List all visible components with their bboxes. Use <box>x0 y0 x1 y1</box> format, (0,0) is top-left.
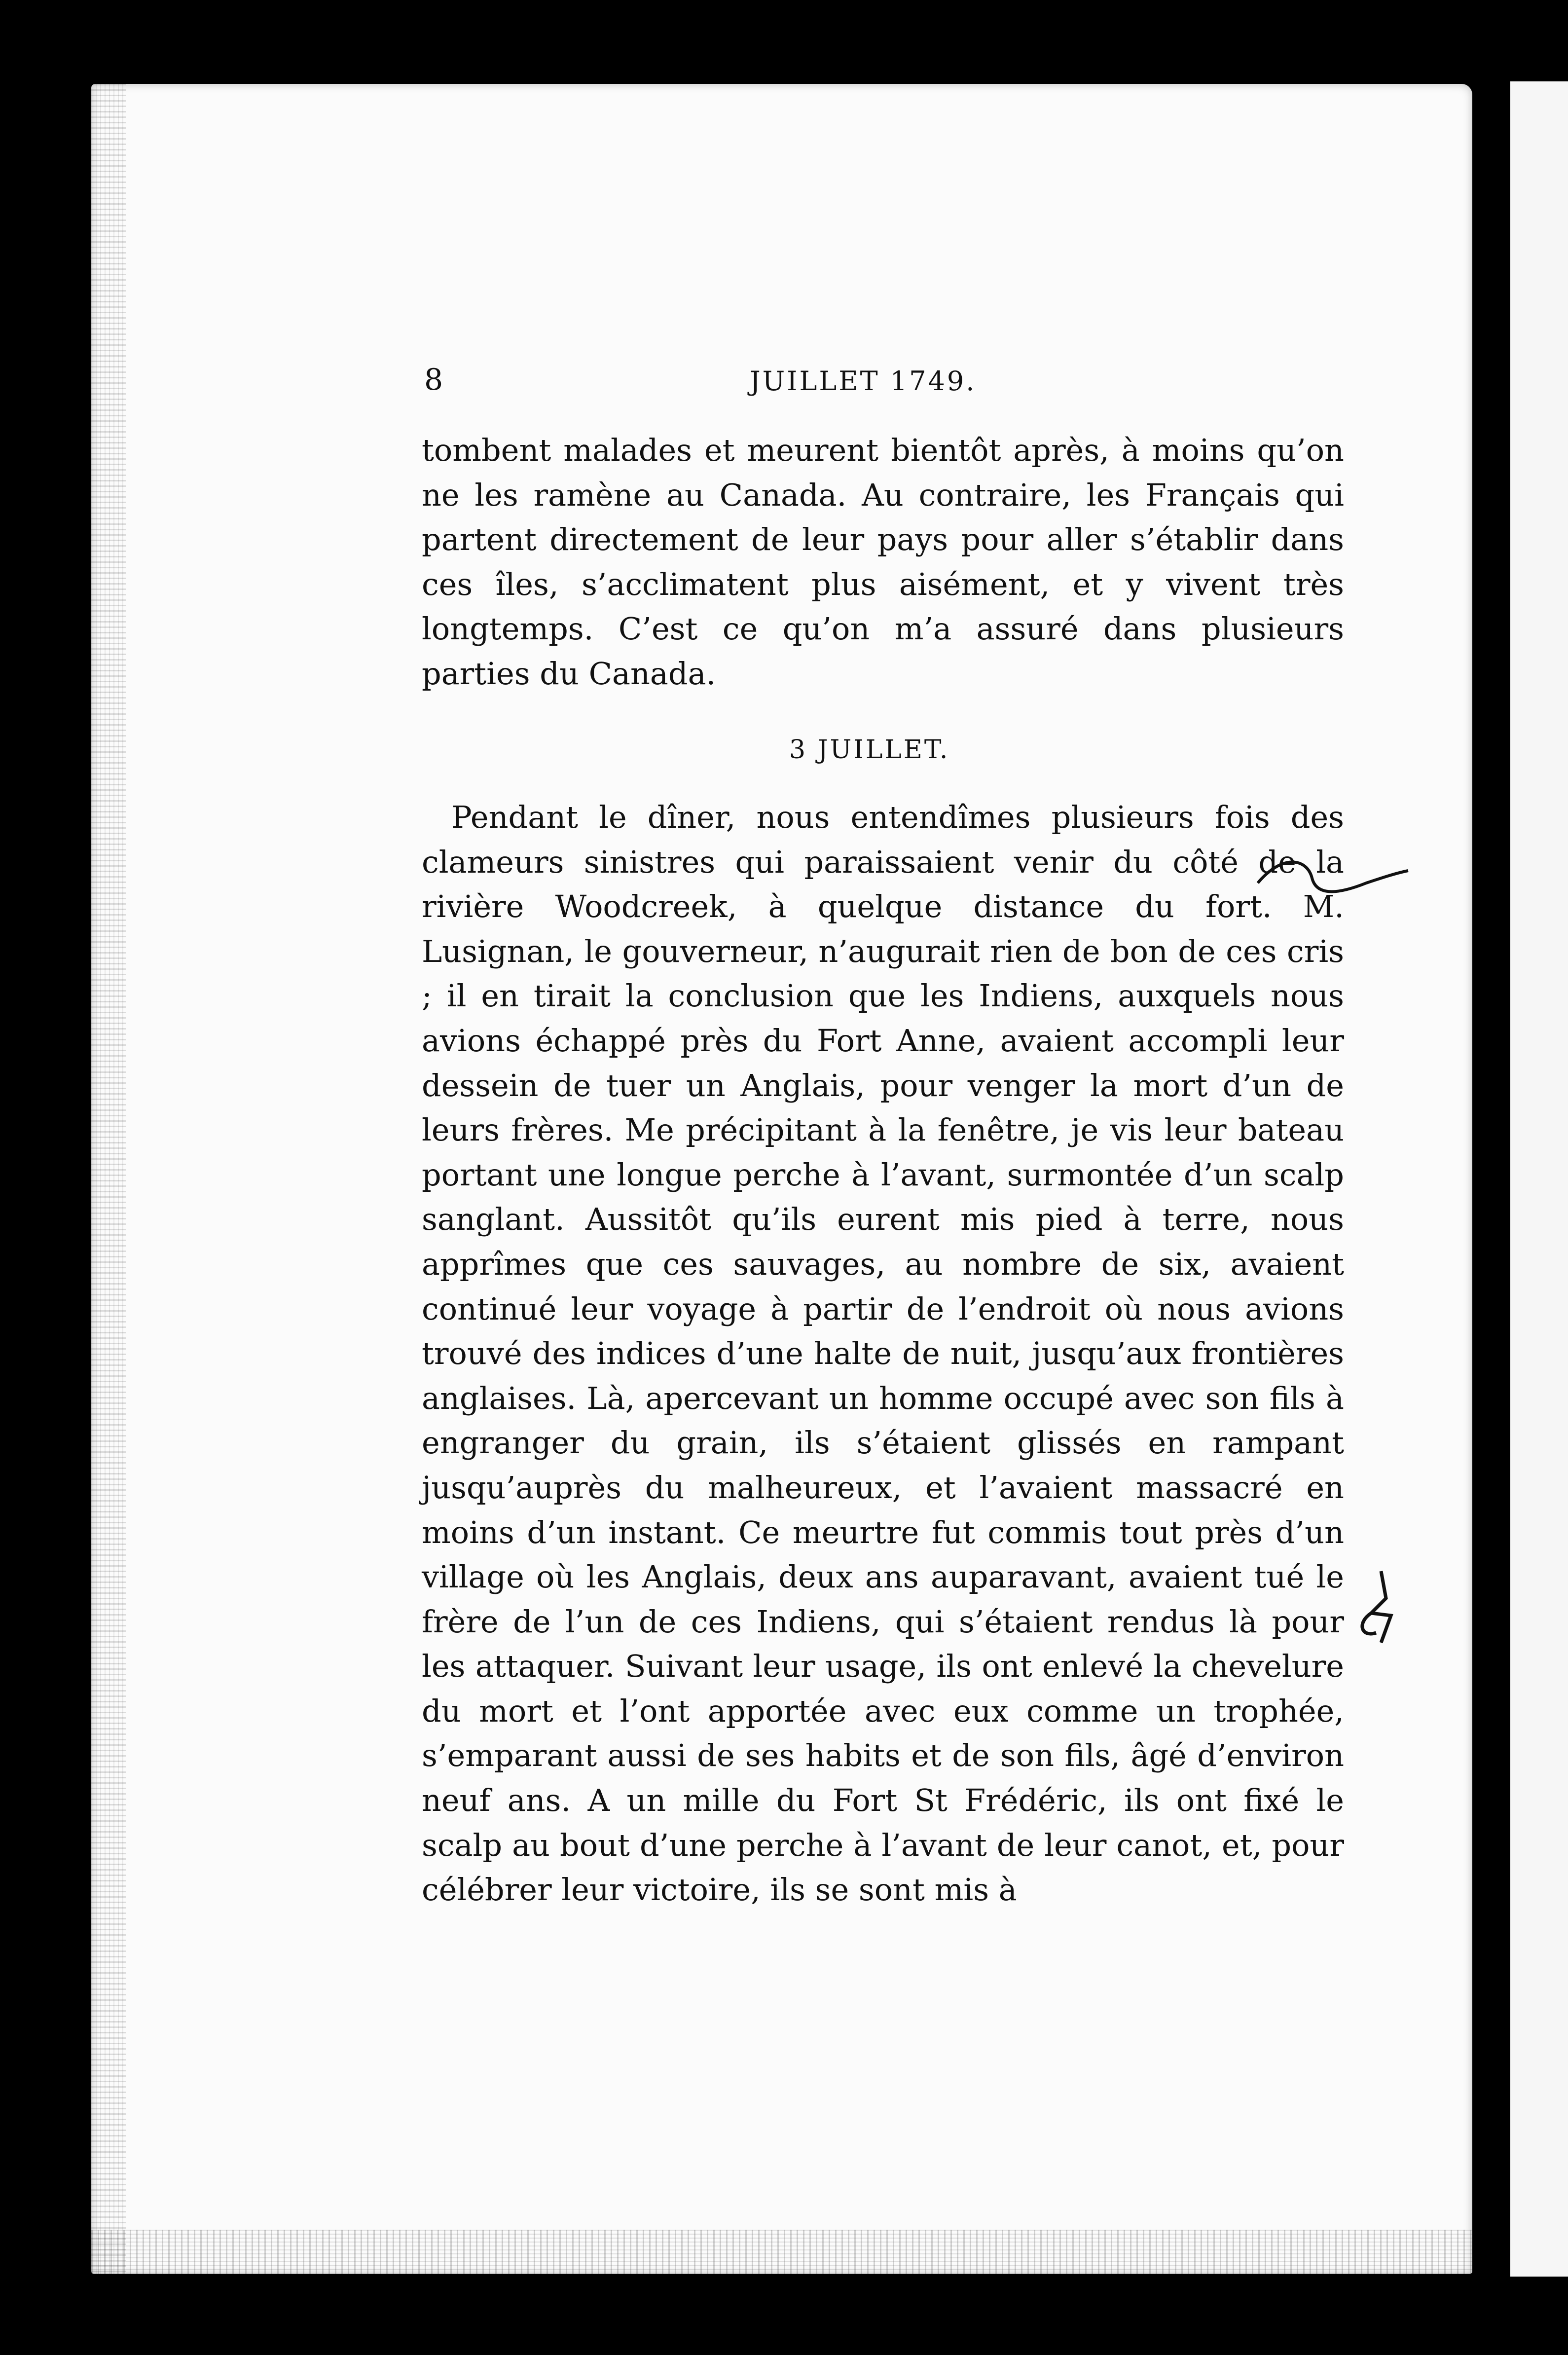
paragraph-continued: tombent malades et meurent bientôt après, à moins qu’on ne les ramène au Canada. Au contraire, les Français qui partent directement de leur pays pour aller s’établir dans ces îles, s’acclimatent plus aisément, et y vivent très longtemps. C’est ce qu’on m’a assuré dans plusieurs parties du Canada. <box>422 432 1344 692</box>
page-header <box>424 363 1342 402</box>
gutter-shadow <box>1499 81 1510 2277</box>
page-left-edge-speckle <box>91 84 126 2274</box>
running-head: JUILLET 1749. <box>750 366 977 397</box>
paragraph-3-juillet: Pendant le dîner, nous entendîmes plusieurs fois des clameurs sinistres qui paraissaient venir du côté de la rivière Woodcreek, à quelque distance du fort. M. Lusignan, le gouverneur, n’augurait rien de bon de ces cris ; il en tirait la conclusion que les Indiens, auxquels nous avions échappé près du Fort Anne, avaient accompli leur dessein de tuer un Anglais, pour venger la mort d’un de leurs frères. Me précipitant à la fenêtre, je vis leur bateau portant une longue perche à l’avant, surmontée d’un scalp sanglant. Aussitôt qu’ils eurent mis pied à terre, nous apprîmes que ces sauvages, au nombre de six, avaient continué leur voyage à partir de l’endroit où nous avions trouvé des indices d’une halte de nuit, jusqu’aux frontières anglaises. Là, apercevant un homme occupé avec son fils à engranger du grain, ils s’étaient glissés en rampant jusqu’auprès du malheureux, et l’avaient massacré en moins d’un instant. Ce meurtre fut commis tout près d’un village où les Anglais, deux ans auparavant, avaient tué le frère de l’un de ces Indiens, qui s’étaient rendus là pour les attaquer. Suivant leur usage, ils ont enlevé la chevelure du mort et l’ont apportée avec eux comme un trophée, s’emparant aussi de ses habits et de son fils, âgé d’environ neuf ans. A un mille du Fort St Frédéric, ils ont fixé le scalp au bout d’une perche à l’avant de leur canot, et, pour célébrer leur victoire, ils se sont mis à <box>422 799 1344 1908</box>
page-bottom-edge-speckle <box>91 2230 1472 2274</box>
margin-doodle-mark <box>1351 1569 1411 1648</box>
margin-pen-stroke <box>1253 839 1411 918</box>
section-heading-date: 3 JUILLET. <box>789 735 950 765</box>
page-number: 8 <box>424 363 443 397</box>
